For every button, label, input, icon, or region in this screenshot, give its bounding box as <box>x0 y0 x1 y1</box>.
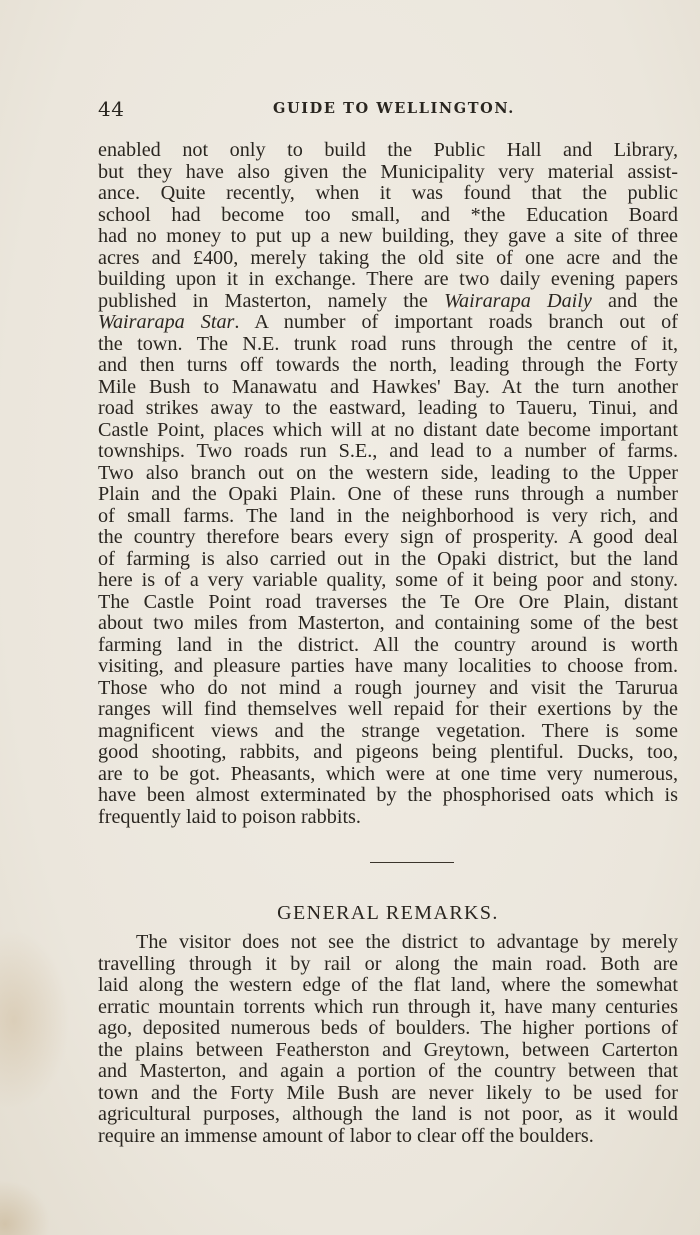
text-line: Castle Point, places which will at no distant date become important <box>98 418 678 441</box>
paper-stain-corner <box>0 1180 50 1235</box>
text-line: but they have also given the Municipality very material assist- <box>98 160 678 183</box>
text-line: here is of a very variable quality, some of it being poor and stony. <box>98 569 678 591</box>
paper-stain <box>0 930 70 1110</box>
text-line: are to be got. Pheasants, which were at one time very numerous, <box>98 762 678 785</box>
text-line: ance. Quite recently, when it was found that the public <box>98 182 678 204</box>
text-line: the country therefore bears every sign of prosperity. A good deal <box>98 526 678 548</box>
text-line: laid along the western edge of the flat land, where the somewhat <box>98 974 678 996</box>
text-line: Mile Bush to Manawatu and Hawkes' Bay. At the turn another <box>98 375 678 398</box>
page-header <box>98 97 678 123</box>
text-line: of farming is also carried out in the Opaki district, but the land <box>98 547 678 570</box>
text-line: magnificent views and the strange vegetation. There is some <box>98 719 678 742</box>
text-line: agricultural purposes, although the land is not poor, as it would <box>98 1103 678 1125</box>
text-line: and Masterton, and again a portion of the country between that <box>98 1060 678 1082</box>
text-line: of small farms. The land in the neighborhood is very rich, and <box>98 504 678 527</box>
text-line: the town. The N.E. trunk road runs through the centre of it, <box>98 332 678 355</box>
text-line: Plain and the Opaki Plain. One of these runs through a number <box>98 483 678 505</box>
text-line: about two miles from Masterton, and containing some of the best <box>98 612 678 634</box>
paragraph-2 <box>98 932 678 1147</box>
text-line: frequently laid to poison rabbits. <box>98 805 361 828</box>
text-line: visiting, and pleasure parties have many localities to choose from. <box>98 655 678 677</box>
text-line: road strikes away to the eastward, leading to Taueru, Tinui, and <box>98 397 678 419</box>
text-line: The Castle Point road traverses the Te Ore Ore Plain, distant <box>98 590 678 613</box>
text-line: had no money to put up a new building, they gave a site of three <box>98 225 678 247</box>
text-line: town and the Forty Mile Bush are never likely to be used for <box>98 1081 678 1104</box>
text-line: Wairarapa Star. A number of important roads branch out of <box>98 311 678 333</box>
text-line: ago, deposited numerous beds of boulders. The higher portions of <box>98 1017 678 1039</box>
text-line: published in Masterton, namely the Wairarapa Daily and the <box>98 289 678 312</box>
text-line: farming land in the district. All the country around is worth <box>98 633 678 656</box>
text-line: townships. Two roads run S.E., and lead to a number of farms. <box>98 440 678 462</box>
text-line: and then turns off towards the north, leading through the Forty <box>98 354 678 376</box>
text-line: building upon it in exchange. There are two daily evening papers <box>98 268 678 290</box>
text-line: Those who do not mind a rough journey and visit the Tarurua <box>98 676 678 699</box>
page-number: 44 <box>98 97 125 121</box>
text-line: school had become too small, and *the Education Board <box>98 203 678 226</box>
section-heading: GENERAL REMARKS. <box>277 902 499 924</box>
text-line: good shooting, rabbits, and pigeons being plentiful. Ducks, too, <box>98 741 678 763</box>
text-line: erratic mountain torrents which run through it, have many centuries <box>98 995 678 1018</box>
text-line: travelling through it by rail or along the main road. Both are <box>98 952 678 975</box>
paragraph-1 <box>98 140 678 828</box>
text-line: enabled not only to build the Public Hall and Library, <box>98 139 678 161</box>
running-title: GUIDE TO WELLINGTON. <box>273 100 515 117</box>
text-line: require an immense amount of labor to clear off the boulders. <box>98 1124 594 1147</box>
text-line: Two also branch out on the western side, leading to the Upper <box>98 461 678 484</box>
text-line: have been almost exterminated by the phosphorised oats which is <box>98 784 678 806</box>
text-line: the plains between Featherston and Greytown, between Carterton <box>98 1038 678 1061</box>
text-line: acres and £400, merely taking the old site of one acre and the <box>98 246 678 269</box>
section-divider <box>370 862 454 863</box>
text-line: The visitor does not see the district to advantage by merely <box>136 931 678 953</box>
text-line: ranges will find themselves well repaid for their exertions by the <box>98 698 678 720</box>
